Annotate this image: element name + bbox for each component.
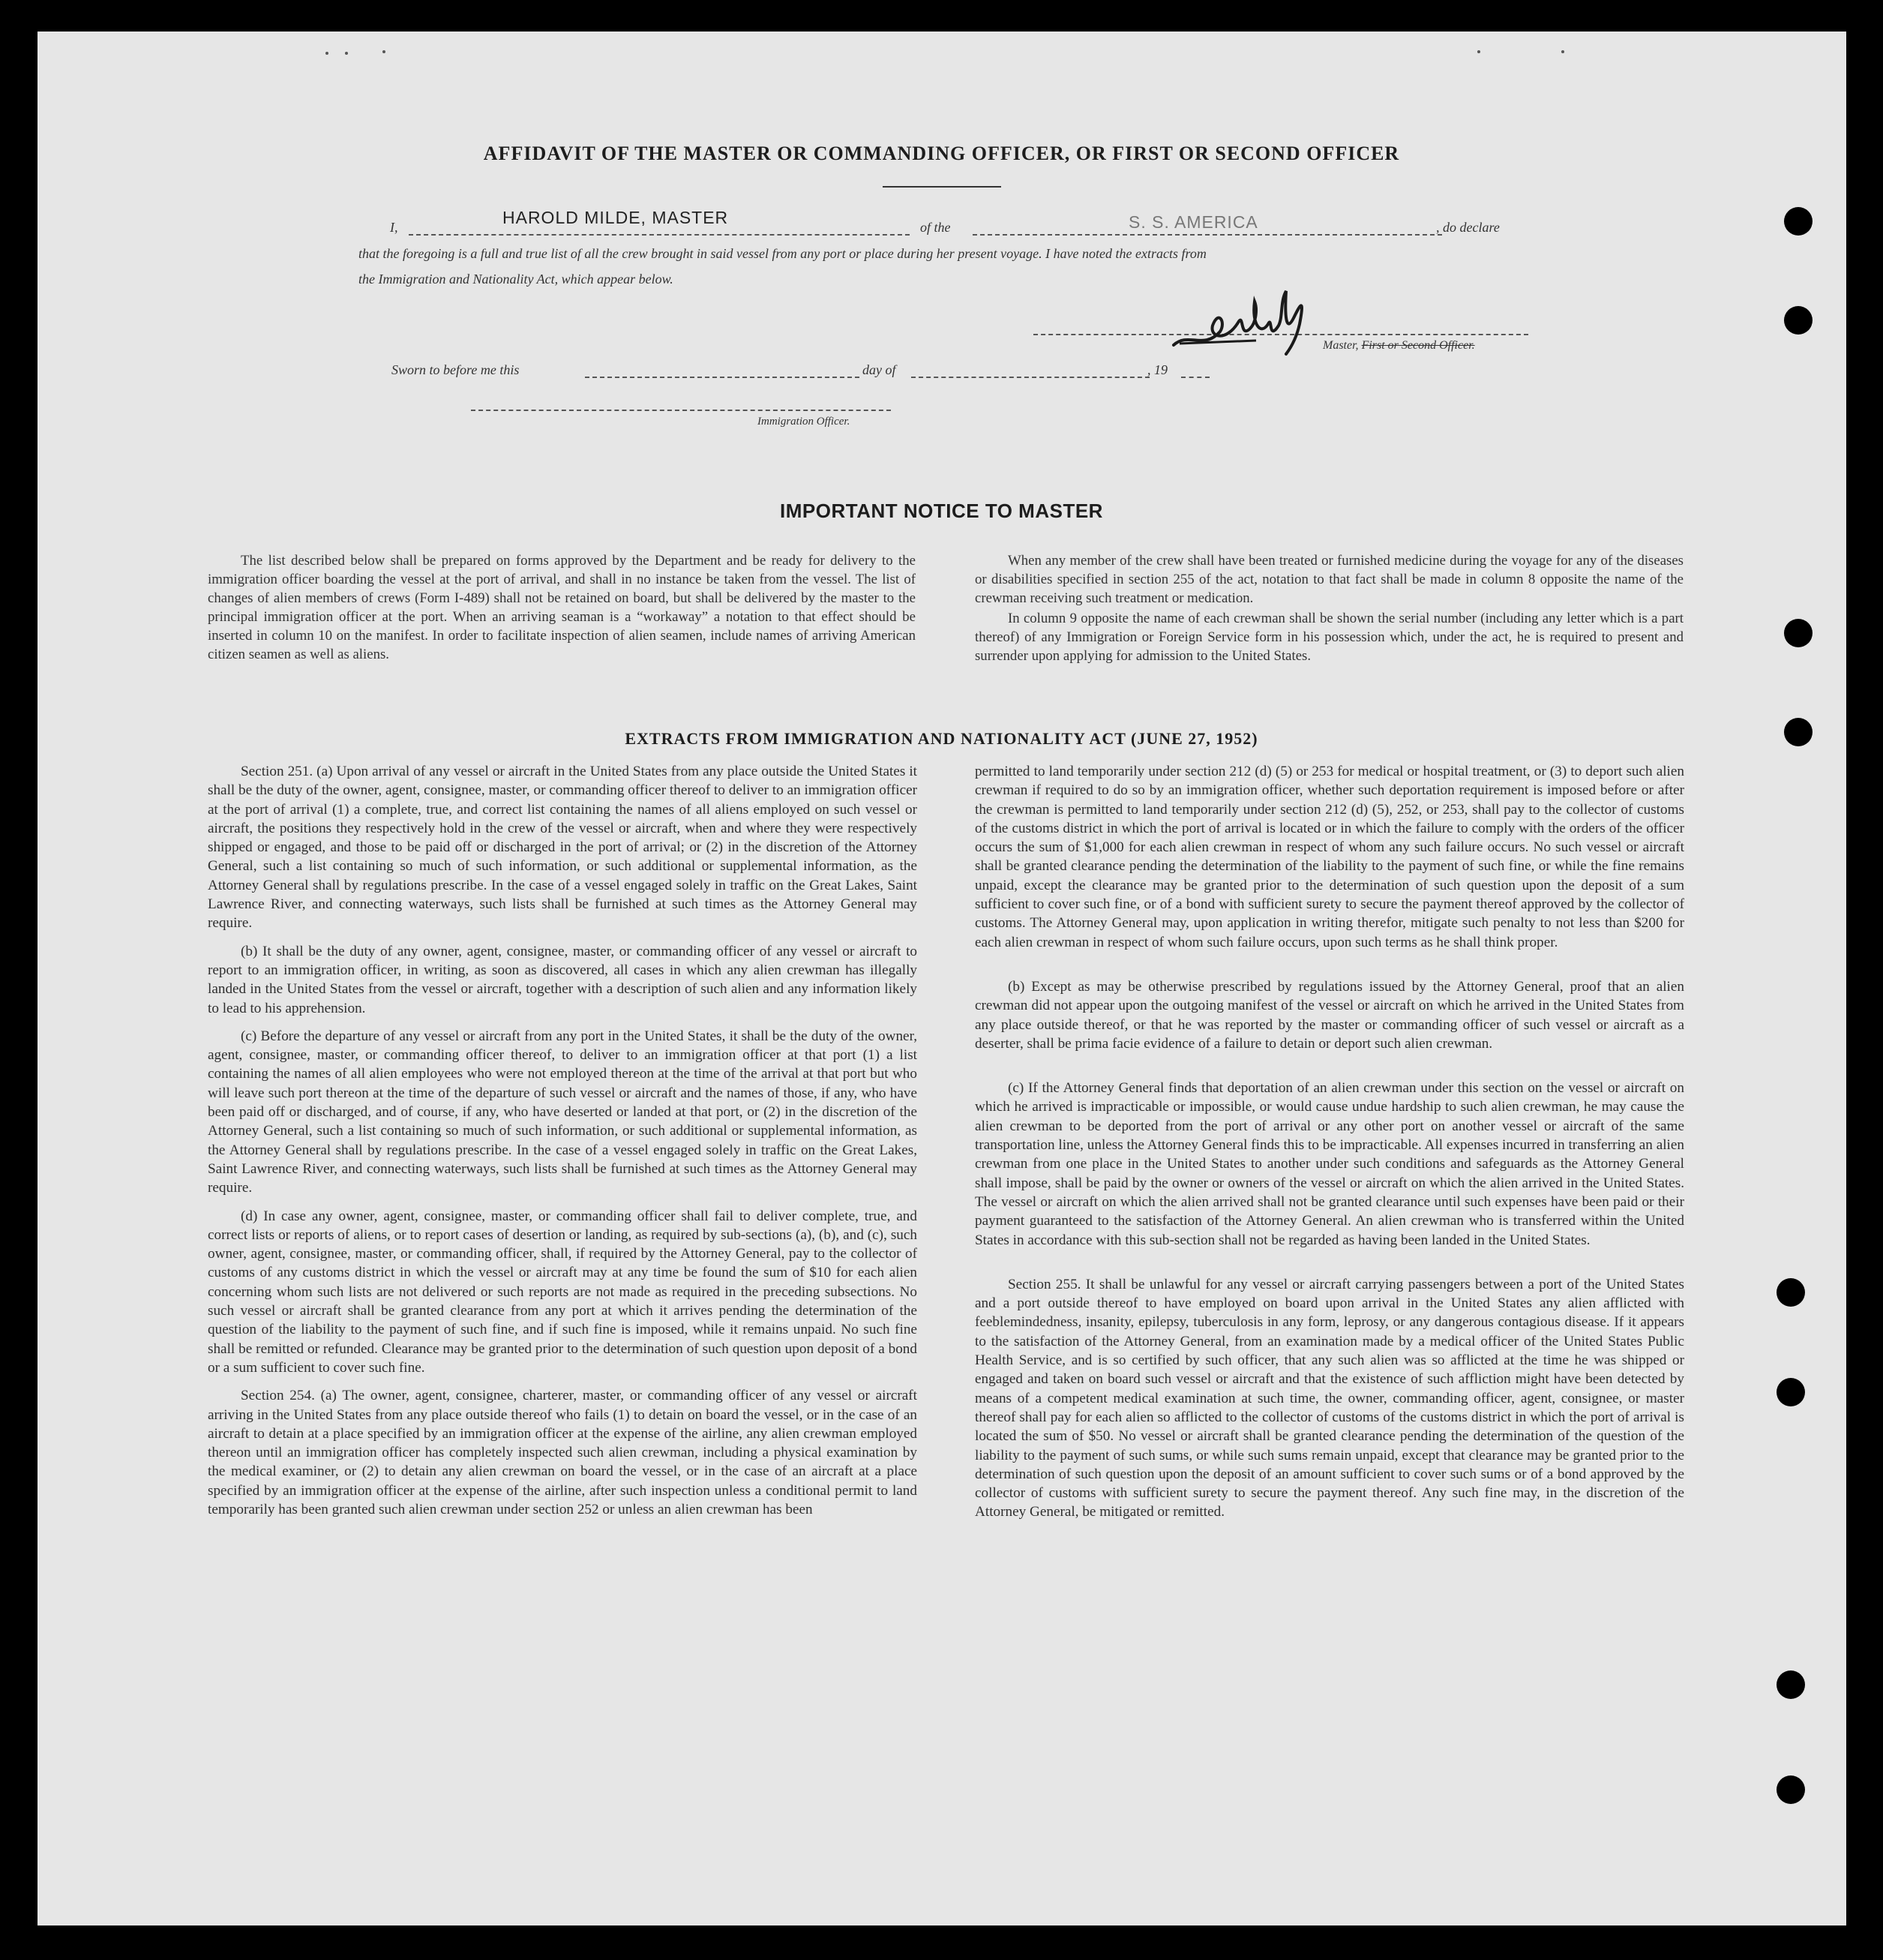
of-the-label: of the [920, 220, 951, 235]
binder-hole [1784, 207, 1813, 236]
do-declare-label: , do declare [1436, 220, 1500, 235]
sworn-label: Sworn to before me this [391, 362, 520, 377]
immigration-officer-label: Immigration Officer. [757, 416, 850, 428]
affidavit-title: AFFIDAVIT OF THE MASTER OR COMMANDING OFFICER, OR FIRST OR SECOND OFFICER [483, 143, 1400, 164]
i-label: I, [390, 220, 398, 235]
immigration-officer-line [471, 410, 891, 411]
role-master: Master, [1323, 339, 1359, 352]
scan-speck [1561, 50, 1564, 53]
notice-left-paragraph: The list described below shall be prepared on forms approved by the Department and be ready for delivery to the immigration officer boarding the vessel at the port of arrival, and shall in no instance be taken from the vessel. The list of changes of alien members of crews (Form I-489) shall not be retained on board, but shall be delivered by the master to the principal immigration officer at the port. When an arriving seaman is a “workaway” a notation to that effect should be inserted in column 10 on the manifest. In order to facilitate inspection of alien seamen, include names of arriving American citizen seamen as well as aliens. [208, 553, 916, 662]
year-label: , 19 [1147, 362, 1168, 377]
vessel-name-field [973, 234, 1442, 236]
section-251-b: (b) It shall be the duty of any owner, agent, consignee, master, or commanding officer of any vessel or aircraft to report to an immigration officer, in writing, as soon as discovered, all cases in which any alien crewman has illegally landed in the United States from the vessel or aircraft, together with a description of such alien and any information likely to lead to his apprehension. [208, 943, 917, 1016]
notice-right-column [975, 551, 1684, 674]
scan-speck [345, 52, 348, 55]
declaration-line-2: the Immigration and Nationality Act, which appear below. [358, 272, 673, 287]
section-251-a: Section 251. (a) Upon arrival of any vessel or aircraft in the United States from any place outside the United States it shall be the duty of the owner, agent, consignee, master, or commanding officer thereof to deliver to an immigration officer at the port of arrival (1) a complete, true, and correct list containing the names of all aliens employed on such vessel or aircraft, the positions they respectively hold in the crew of the vessel or aircraft, when and where they were respectively shipped or engaged, and those to be paid off or discharged in the port of arrival; or (2) in the discretion of the Attorney General, such a list containing so much of such information, or such additional or supplemental information, as the Attorney General shall by regulations prescribe. In the case of a vessel engaged solely in traffic on the Great Lakes, Saint Lawrence River, and connecting waterways, such lists shall be furnished at such times as the Attorney General may require. [208, 764, 917, 932]
scan-speck [1477, 50, 1480, 53]
master-name-value: HAROLD MILDE, MASTER [502, 208, 729, 227]
scan-speck [325, 52, 328, 55]
extracts-title: EXTRACTS FROM IMMIGRATION AND NATIONALITY ACT (JUNE 27, 1952) [625, 729, 1258, 748]
binder-hole [1777, 1378, 1805, 1406]
section-255: Section 255. It shall be unlawful for any vessel or aircraft carrying passengers between a port of the United States and a port outside thereof to have employed on board upon arrival in the United States any alien afflicted with feeblemindedness, insanity, epilepsy, tuberculosis in any form, leprosy, or any dangerous contagious disease. If it appears to the satisfaction of the Attorney General, from an examination made by a medical officer of the United States Public Health Service, and is so certified by such officer, that any such alien was so afflicted at the time he was shipped or engaged and taken on board such vessel or aircraft and that the existence of such affliction might have been detected by means of a competent medical examination at such time, the owner, commanding officer, agent, consignee, or master thereof shall pay for each alien so afflicted to the collector of customs of the customs district in which the port of arrival is located the sum of $50. No vessel or aircraft shall be granted clearance pending the determination of the question of the liability to the payment of such sums, or while such sums remain unpaid, except that clearance may be granted prior to the determination of such question upon the deposit of an amount sufficient to cover such sums or of a bond approved by the collector of customs with sufficient surety to secure the payment thereof. Any such fine may, in the discretion of the Attorney General, be mitigated or remitted. [975, 1276, 1684, 1520]
scan-speck [382, 50, 385, 53]
binder-hole [1777, 1775, 1805, 1804]
sworn-year-field [1181, 377, 1210, 378]
section-254-c: (c) If the Attorney General finds that deportation of an alien crewman under this section on the vessel or aircraft on which he arrived is impracticable or impossible, or would cause undue hardship to such alien crewman, he may cause the alien crewman to be deported from the port of arrival or any other port on another vessel or aircraft of the same transportation line, unless the Attorney General finds this to be impracticable. All expenses incurred in transferring an alien crewman from one place in the United States to another under such conditions and safeguards as the Attorney General shall impose, shall be paid by the owner or owners of the vessel or aircraft on which the alien arrived in the United States. The vessel or aircraft on which the alien arrived shall not be granted clearance until such expenses have been paid or their payment guaranteed to the satisfaction of the Attorney General. An alien crewman who is transferred within the United States in accordance with this sub-section shall not be regarded as having been landed in the United States. [975, 1080, 1684, 1248]
vessel-name-value: S. S. AMERICA [1129, 212, 1258, 232]
notice-title: IMPORTANT NOTICE TO MASTER [780, 500, 1103, 522]
declaration-line-1: that the foregoing is a full and true list of all the crew brought in said vessel from any port or place during her present voyage. I have noted the extracts from [358, 246, 1207, 261]
master-signature [1166, 279, 1339, 362]
binder-hole [1777, 1670, 1805, 1699]
master-name-field [409, 234, 910, 236]
binder-hole [1784, 306, 1813, 335]
section-254-b: (b) Except as may be otherwise prescribed by regulations issued by the Attorney General, proof that an alien crewman did not appear upon the outgoing manifest of the vessel or aircraft on which he arrived in the United States from any place outside thereof, or that he was reported by the master or commanding officer of such vessel or aircraft as a deserter, shall be prima facie evidence of a failure to detain or deport such alien crewman. [975, 978, 1684, 1052]
section-254-a-continued: permitted to land temporarily under section 212 (d) (5) or 253 for medical or hospital treatment, or (3) to deport such alien crewman if required to do so by an immigration officer, whether such deportation requirement is imposed before or after the crewman is permitted to land temporarily under section 212 (d) (5), 252, or 253, shall pay to the collector of customs of the customs district in which the port of arrival is located or in which the failure to comply with the orders of the officer occurs the sum of $1,000 for each alien crewman in respect of whom any such failure occurs. No such vessel or aircraft shall be granted clearance pending the determination of the liability to the payment of such fine, or while the fine remains unpaid, except the clearance may be granted prior to the determination of such question upon the deposit of a sum sufficient to cover such fine, or of a bond with sufficient surety to secure the payment thereof approved by the collector of customs. The Attorney General may, upon application in writing therefor, mitigate such penalty to not less than $200 for each alien crewman in respect of whom such failure occurs, upon such terms as he shall think proper. [975, 764, 1684, 950]
notice-left-column [208, 551, 916, 673]
extracts-left-column [208, 762, 917, 1528]
sworn-month-field [911, 377, 1150, 378]
notice-right-paragraph-2: In column 9 opposite the name of each crewman shall be shown the serial number (including any letter which is a part thereof) of any Immigration or Foreign Service form in his possession which, under the act, he is required to present and surrender upon applying for admission to the United States. [975, 611, 1684, 664]
section-254-a: Section 254. (a) The owner, agent, consignee, charterer, master, or commanding officer of any vessel or aircraft arriving in the United States from any place outside thereof who fails (1) to detain on board the vessel, or in the case of an aircraft to detain at a place specified by an immigration officer at the expense of the airline, any alien crewman employed thereon until an immigration officer has completely inspected such alien crewman, including a physical examination by the medical examiner, or (2) to detain any alien crewman on board the vessel, or in the case of an aircraft at a place specified by an immigration officer at the expense of the airline, after such inspection unless a conditional permit to land temporarily has been granted such alien crewman under section 252 or unless an alien crewman has been [208, 1388, 917, 1517]
section-251-d: (d) In case any owner, agent, consignee, master, or commanding officer shall fail to deliver complete, true, and correct lists or reports of aliens, or to report cases of desertion or landing, as required by sub-sections (a), (b), and (c), such owner, agent, consignee, master, or commanding officer, shall, if required by the Attorney General, pay to the collector of customs of any customs district in which the vessel or aircraft may at any time be found the sum of $10 for each alien concerning whom such lists are not delivered or such reports are not made as required in the preceding subsections. No such vessel or aircraft shall be granted clearance from any port at which it arrives pending the determination of the question of the liability to the payment of such fine, and if such fine is imposed, while it remains unpaid. No such fine shall be remitted or refunded. Clearance may be granted prior to the determination of such question upon deposit of a bond or a sum sufficient to cover such fine. [208, 1208, 917, 1376]
extracts-right-column [975, 762, 1684, 1531]
binder-hole [1777, 1278, 1805, 1307]
section-251-c: (c) Before the departure of any vessel or aircraft from any port in the United States, it shall be the duty of the owner, agent, consignee, master, or commanding officer thereof, to deliver to an immigration officer at that port (1) a list containing the names of all alien employees who were not employed thereon at the time of the arrival at that port but who will leave such port thereon at the time of the departure of such vessel or aircraft and the names of those, if any, who have been paid off or discharged, and of course, if any, who have deserted or landed at that port, or (2) in the discretion of the Attorney General, such a list containing so much of such information, or such additional or supplemental information, as the Attorney General shall by regulations prescribe. In the case of a vessel engaged solely in traffic on the Great Lakes, Saint Lawrence River, and connecting waterways, such lists shall be furnished at such times as the Attorney General may require. [208, 1028, 917, 1196]
sworn-day-field [585, 377, 859, 378]
signature-role [1323, 339, 1475, 353]
title-divider [883, 186, 1001, 188]
role-struck: First or Second Officer. [1361, 339, 1475, 352]
notice-right-paragraph-1: When any member of the crew shall have been treated or furnished medicine during the voyage for any of the diseases or disabilities specified in section 255 of the act, notation to that fact shall be made in column 8 opposite the name of the crewman receiving such treatment or medication. [975, 553, 1684, 606]
day-of-label: day of [862, 362, 896, 377]
binder-hole [1784, 619, 1813, 647]
